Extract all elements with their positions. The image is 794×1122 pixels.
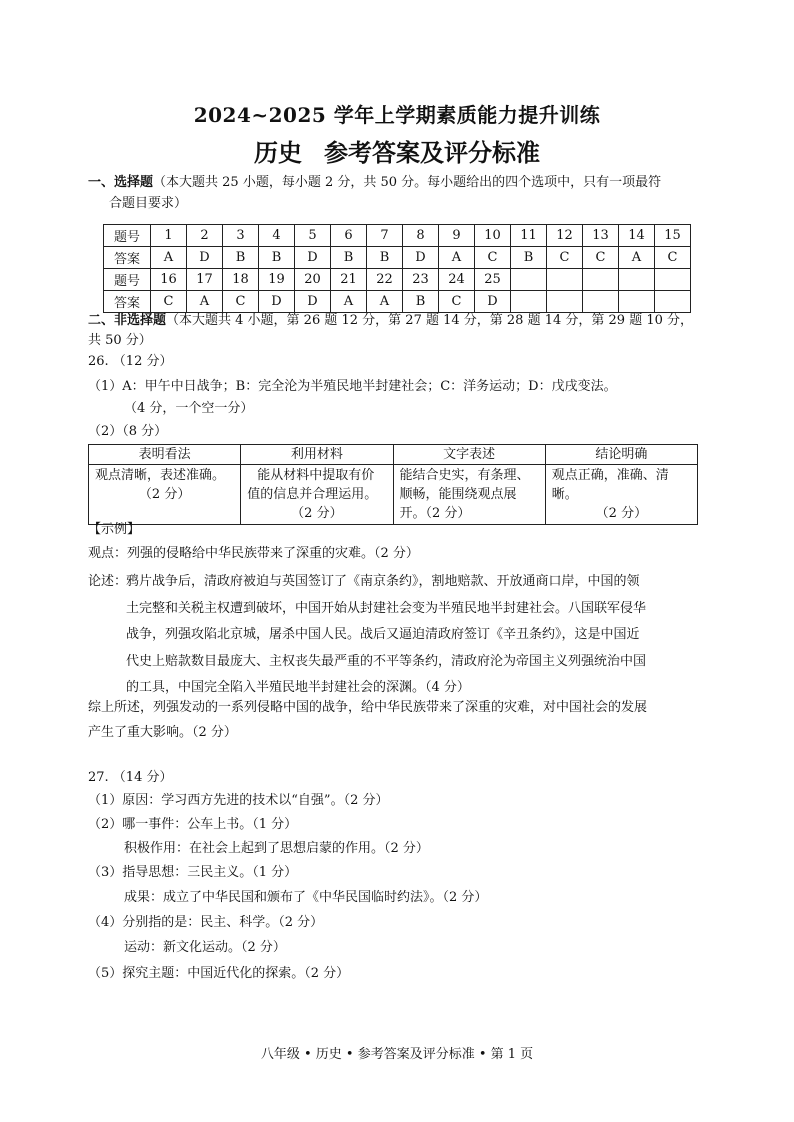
grid-row-questions-2 [104,269,691,291]
grid-cell: C [223,291,259,313]
grid-cell: 22 [367,269,403,291]
argument-line: 鸦片战争后，清政府被迫与英国签订了《南京条约》，割地赔款、开放通商口岸，中国的领 [126,574,640,589]
grid-cell: 8 [403,225,439,247]
scoring-header-cell: 文字表述 [393,445,545,465]
grid-cell [583,291,619,313]
grid-row-label: 答案 [104,247,151,269]
grid-cell [547,291,583,313]
grid-cell: 21 [331,269,367,291]
q26-part1: （1）A：甲午中日战争；B：完全沦为半殖民地半封建社会；C：洋务运动；D：戊戌变法。 [88,379,617,394]
grid-cell: 9 [439,225,475,247]
grid-cell: 3 [223,225,259,247]
scoring-header-cell: 表明看法 [89,445,241,465]
grid-cell: D [259,291,295,313]
grid-cell: D [475,291,511,313]
grid-cell: 16 [151,269,187,291]
grid-cell: C [151,291,187,313]
grid-cell: 11 [511,225,547,247]
grid-cell: B [367,247,403,269]
grid-cell: D [295,247,331,269]
grid-cell [511,291,547,313]
grid-cell: 18 [223,269,259,291]
scoring-table [88,444,698,525]
q27-line: 成果：成立了中华民国和颁布了《中华民国临时约法》。（2 分） [124,890,488,905]
section2-desc-line1: （本大题共 4 小题，第 26 题 12 分，第 27 题 14 分，第 28 题 14 分，第 29 题 10 分， [166,313,694,328]
scoring-header-cell: 结论明确 [545,445,697,465]
grid-cell: 6 [331,225,367,247]
grid-cell: 17 [187,269,223,291]
section1-desc-line2: 合题目要求） [109,196,188,211]
viewpoint: 观点：列强的侵略给中华民族带来了深重的灾难。（2 分） [88,546,419,561]
scoring-table-row [89,465,698,525]
argument-line: 代史上赔款数目最庞大、主权丧失最严重的不平等条约，清政府沦为帝国主义列强统治中国 [126,653,647,669]
scoring-cell-line: 观点正确，准确、清晰。 [551,468,669,502]
grid-cell: 24 [439,269,475,291]
grid-cell: C [475,247,511,269]
grid-cell: 5 [295,225,331,247]
scoring-cell-line: （2 分） [291,506,343,521]
scoring-cell-line: 能从材料中提取有价 [257,468,375,483]
grid-cell: B [511,247,547,269]
grid-cell: 15 [655,225,691,247]
grid-cell: 12 [547,225,583,247]
grid-row-questions-1 [104,225,691,247]
q27-line: 运动：新文化运动。（2 分） [124,940,286,955]
grid-cell: A [151,247,187,269]
scoring-cell-line: 开。（2 分） [399,506,471,521]
example-label: 【示例】 [88,522,141,537]
grid-cell: 14 [619,225,655,247]
argument-line: 战争，列强攻陷北京城，屠杀中国人民。战后又逼迫清政府签订《辛丑条约》，这是中国近 [126,627,640,642]
scoring-cell-line: （2 分） [595,506,648,521]
grid-row-label: 题号 [104,269,151,291]
q26-part1-note: （4 分，一个空一分） [124,401,254,416]
grid-cell: B [331,247,367,269]
q27-line: 积极作用：在社会上起到了思想启蒙的作用。（2 分） [124,841,429,856]
grid-cell: 1 [151,225,187,247]
subject-label: 历史 [254,138,302,167]
section2-desc-line2: 共 50 分） [88,333,152,348]
grid-cell: A [187,291,223,313]
grid-row-answers-2 [104,291,691,313]
section1-desc-line1: （本大题共 25 小题，每小题 2 分，共 50 分。每小题给出的四个选项中，只有一项最符 [153,175,662,190]
grid-row-label: 答案 [104,291,151,313]
grid-cell: A [619,247,655,269]
grid-cell [655,269,691,291]
q27-line: （5）探究主题：中国近代化的探索。（2 分） [88,966,350,981]
grid-cell: 2 [187,225,223,247]
grid-cell: A [439,247,475,269]
subtitle-label: 参考答案及评分标准 [324,138,540,167]
section2-intro [88,311,693,331]
argument-body [126,569,710,702]
grid-cell: C [655,247,691,269]
q27-line: （1）原因：学习西方先进的技术以“自强”。（2 分） [88,793,389,808]
summary-line2: 产生了重大影响。（2 分） [88,725,237,740]
section2-heading: 二、非选择题 [88,313,167,328]
grid-cell [547,269,583,291]
scoring-cell-line: 顺畅，能围绕观点展 [399,487,517,502]
grid-cell: A [367,291,403,313]
grid-cell [619,291,655,313]
grid-cell [619,269,655,291]
summary-line1: 综上所述，列强发动的一系列侵略中国的战争，给中华民族带来了深重的灾难，对中国社会的发展 [88,700,648,715]
grid-cell [655,291,691,313]
grid-cell: C [547,247,583,269]
grid-cell [511,269,547,291]
answer-grid [103,224,691,313]
grid-cell: A [331,291,367,313]
argument-line: 的工具，中国完全陷入半殖民地半封建社会的深渊。（4 分） [126,680,470,695]
grid-cell: 19 [259,269,295,291]
scoring-table-header [89,445,698,465]
grid-cell: B [403,291,439,313]
grid-cell: 4 [259,225,295,247]
grid-cell: C [439,291,475,313]
section1-heading: 一、选择题 [88,175,154,190]
grid-cell: 10 [475,225,511,247]
grid-cell: B [259,247,295,269]
grid-cell: 7 [367,225,403,247]
q27-line: （3）指导思想：三民主义。（1 分） [88,865,298,880]
scoring-cell [393,465,545,525]
grid-cell: D [403,247,439,269]
page-title: 2024~2025 学年上学期素质能力提升训练 [193,103,601,127]
grid-cell: B [223,247,259,269]
grid-cell: 25 [475,269,511,291]
scoring-cell-line: （2 分） [138,487,191,502]
q27-line: （2）哪一事件：公车上书。（1 分） [88,817,298,832]
scoring-cell-line: 观点清晰，表述准确。 [95,468,226,483]
grid-cell: 23 [403,269,439,291]
scoring-header-cell: 利用材料 [241,445,393,465]
page-footer: 八年级 • 历史 • 参考答案及评分标准 • 第 1 页 [260,1047,534,1062]
argument-line: 土完整和关税主权遭到破坏，中国开始从封建社会变为半殖民地半封建社会。八国联军侵华 [126,600,647,616]
grid-cell: D [187,247,223,269]
q26-part2: （2）（8 分） [88,424,168,439]
scoring-cell [241,465,393,525]
q26-number: 26. （12 分） [88,354,173,369]
section1-intro [88,173,661,193]
grid-row-answers-1 [104,247,691,269]
scoring-cell-line: 能结合史实，有条理、 [399,468,530,483]
page-subtitle [0,133,794,168]
scoring-cell [545,465,697,525]
scoring-cell [89,465,241,525]
grid-cell: 13 [583,225,619,247]
grid-row-label: 题号 [104,225,151,247]
scoring-cell-line: 值的信息并合理运用。 [247,487,378,502]
q27-line: （4）分别指的是：民主、科学。（2 分） [88,915,324,930]
q27-number: 27. （14 分） [88,770,173,785]
grid-cell: D [295,291,331,313]
grid-cell: C [583,247,619,269]
grid-cell [583,269,619,291]
argument-label: 论述： [88,574,128,589]
grid-cell: 20 [295,269,331,291]
